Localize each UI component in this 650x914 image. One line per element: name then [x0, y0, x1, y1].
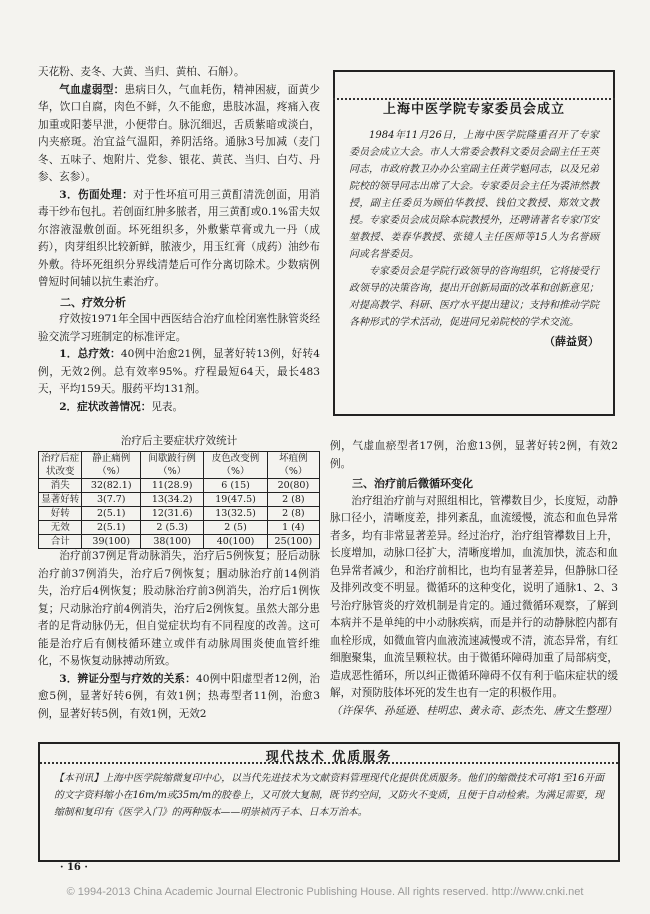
table-title: 治疗后主要症状疗效统计 — [120, 435, 238, 447]
label-qixue: 气血虚弱型： — [59, 83, 125, 96]
label-total: 1．总疗效： — [59, 348, 121, 360]
table-cell: 19(47.5) — [204, 493, 267, 507]
notice-paragraph-2: 专家委员会是学院行政领导的咨询组织，它将接受行政领导的决策咨询，提出开创新局面的改革和创新意见；对提高教学、科研、医疗水平提出建议；支持和推动学院各种形式的学术活动，促进同兄弟院校的学术交流。 — [349, 266, 599, 328]
paragraph-microcirculation: 治疗组治疗前与对照组相比，管襻数目少，长度短，动静脉口径小，清晰度差，排列紊乱，血流缓慢，流态和血色异常者多，均有非常显著差异。经过治疗，治疗组管襻数目上升，长度增加，动脉口径扩大，清晰度增加，血流加快，流态和血色异常者减少，和治疗前相比，也均有显著差异，但静脉口径及排列改变不明显。微循环的这种变化，说明了通脉1、2、3号治疗脉管炎的疗效机制是肯定的。通过微循环观察，了解到本病并不是单纯的中小动脉疾病，而是并行的动静脉腔内都有血栓形成，如微血管内血液流速减慢或不清，流态异常，有红细胞聚集，血流呈颗粒状。由于微循环障碍加重了局部病变，造成恶性循环，所以纠正微循环障碍不仅有利于临床症状的缓解，对预防肢体坏死的发生也有一定的积极作用。 — [330, 494, 618, 699]
notice-title: 上海中医学院专家委员会成立 — [382, 102, 565, 117]
notice-paragraph-1: 1984年11月26日，上海中医学院隆重召开了专家委员会成立大会。市人大常委会教科文委员会副主任王英同志，市政府教卫办办公室副主任黄学魁同志，以及兄弟院校的领导同志出席了大会。专家委员会主任为裘沛然教授，副主任委员为顾伯华教授、钱伯文教授、郑效文教授。专家委员会成员除本院教授外，还聘请著名专家邝安堃教授、姜春华教授、张镜人主任医师等15人为名誉顾问或名誉委员。 — [349, 130, 599, 260]
intro-text: 天花粉、麦冬、大黄、当归、黄柏、石斛）。 — [38, 66, 245, 78]
table-cell: 13(32.5) — [204, 507, 267, 521]
paragraph-total — [38, 346, 320, 399]
text-symptom: 见表。 — [151, 400, 184, 413]
service-advertisement — [38, 742, 620, 862]
table-header: 间歇跛行例（%） — [141, 452, 204, 479]
paragraph-continued: 例，气虚血瘀型者17例，治愈13例，显著好转2例，有效2例。 — [330, 440, 618, 470]
table-cell: 1 (4) — [267, 521, 319, 535]
notice-decorative-border — [333, 70, 615, 100]
paragraph-pulse: 治疗前37例足背动脉消失，治疗后5例恢复；胫后动脉治疗前37例消失，治疗后7例恢复；腘动脉治疗前14例消失，治疗后4例恢复；股动脉治疗前3例消失，治疗后1例恢复；尺动脉治疗前4例消失，治疗后2例恢复。虽然大部分患者的足背动脉仍无，但自觉症状均有不同程度的改善。这可能是治疗后有侧枝循环建立或伴有动脉周围炎使血管纤维化，不易恢复动脉搏动所致。 — [38, 550, 320, 667]
table-cell: 40(100) — [204, 535, 267, 549]
label-syndrome: 3．辨证分型与疗效的关系： — [59, 672, 196, 685]
text-qixue: 患病日久，气血耗伤，精神困疲，面黄少华，饮口自腐，肉色不鲜，久不能愈，患肢冰温，疼痛入夜加重或阳萎早泄，小便带白。脉沉细迟，舌质紫暗或淡白，内夹瘀斑。治宜益气温阳，养阴活络。通脉3号加减（麦门冬、五味子、炮附片、党参、银花、黄芪、当归、白芍、丹参、玄参）。 — [38, 83, 321, 183]
text-wound: 对于性坏疽可用三黄酊清洗创面，用消毒干纱布包扎。若创面红肿多脓者，用三黄酊或0.1%雷夫奴尔溶液湿敷创面。坏死组织多，外敷紫草膏或九一丹（成药），肉芽组织比较新鲜，脓液少，用玉红膏（成药）油纱布外敷。待坏死组织分界线清楚后可作分离切除术。少数病例曾短时间辅以抗生素治疗。 — [38, 188, 321, 288]
paragraph-wound — [38, 187, 320, 292]
table-row — [39, 535, 320, 549]
paragraph-qixue — [38, 82, 320, 187]
ad-title: 现代技术 优质服务 — [265, 750, 393, 765]
notice-signature: （薛益贤） — [544, 335, 599, 348]
table-cell: 2 (5.3) — [141, 521, 204, 535]
table-cell: 20(80) — [267, 479, 319, 493]
table-cell: 2 (5) — [204, 521, 267, 535]
table-cell: 12(31.6) — [141, 507, 204, 521]
symptom-table-block — [38, 433, 320, 549]
text-syndrome: 40例中阳虚型者12例，治愈5例，显著好转6例，有效1例；热毒型者11例，治愈3例，显著好转5例，有效1例，无效2 — [38, 672, 320, 720]
table-cell: 2 (8) — [267, 493, 319, 507]
heading-microcirculation: 三、治疗前后微循环变化 — [352, 477, 473, 490]
table-cell: 2(5.1) — [82, 521, 141, 535]
table-cell: 好转 — [39, 507, 82, 521]
paragraph-syndrome — [38, 671, 320, 724]
table-row — [39, 479, 320, 493]
table-row — [39, 521, 320, 535]
expert-committee-notice — [333, 70, 615, 416]
table-row — [39, 493, 320, 507]
table-row — [39, 507, 320, 521]
table-cell: 25(100) — [267, 535, 319, 549]
authors-credit: （许保华、孙延逊、桂明忠、黄永奇、彭杰先、唐文生整理） — [330, 704, 618, 717]
table-header: 静止痛例（%） — [82, 452, 141, 479]
table-cell: 无效 — [39, 521, 82, 535]
left-column — [38, 64, 320, 416]
table-header: 治疗后症状改变 — [39, 452, 82, 479]
table-cell: 合计 — [39, 535, 82, 549]
table-cell: 32(82.1) — [82, 479, 141, 493]
label-symptom: 2．症状改善情况： — [59, 400, 152, 413]
table-cell: 13(34.2) — [141, 493, 204, 507]
table-header: 皮色改变例（%） — [204, 452, 267, 479]
table-cell: 39(100) — [82, 535, 141, 549]
table-header: 坏疽例（%） — [267, 452, 319, 479]
table-header-row — [39, 452, 320, 479]
table-cell: 38(100) — [141, 535, 204, 549]
table-cell: 2(5.1) — [82, 507, 141, 521]
table-cell: 3(7.7) — [82, 493, 141, 507]
left-column-lower — [38, 548, 320, 723]
paragraph-symptom — [38, 399, 320, 417]
paragraph-basis: 疗效按1971年全国中西医结合治疗血栓闭塞性脉管炎经验交流学习班制定的标准评定。 — [38, 313, 320, 343]
table-cell: 显著好转 — [39, 493, 82, 507]
text-total: 40例中治愈21例，显著好转13例，好转4例，无效2例。总有效率95%。疗程最短64天，最长483天，平均159天。服药平均131剂。 — [38, 348, 320, 395]
symptom-table — [38, 451, 320, 549]
table-cell: 6 (15) — [204, 479, 267, 493]
page-number: · 16 · — [60, 862, 88, 873]
table-cell: 消失 — [39, 479, 82, 493]
ad-body: 【本刊讯】上海中医学院缩微复印中心，以当代先进技术为文献资料管理现代化提供优质服务。他们的缩微技术可将1至16开面的文字资料缩小在16m/m或35m/m的胶卷上，又可放大复制，既节约空间，又防火不变质，且便于自动检索。为满足需要，现缩制和复印有《医学入门》的两种版本——明崇祯丙子本、日本万治本。 — [54, 773, 604, 818]
label-wound: 3．伤面处理： — [59, 188, 134, 201]
right-column — [330, 438, 618, 720]
table-cell: 2 (8) — [267, 507, 319, 521]
table-cell: 11(28.9) — [141, 479, 204, 493]
heading-efficacy: 二、疗效分析 — [60, 295, 126, 309]
copyright-footer: © 1994-2013 China Academic Journal Electronic Publishing House. All rights reserved. http://www.cnki.net — [66, 886, 584, 898]
